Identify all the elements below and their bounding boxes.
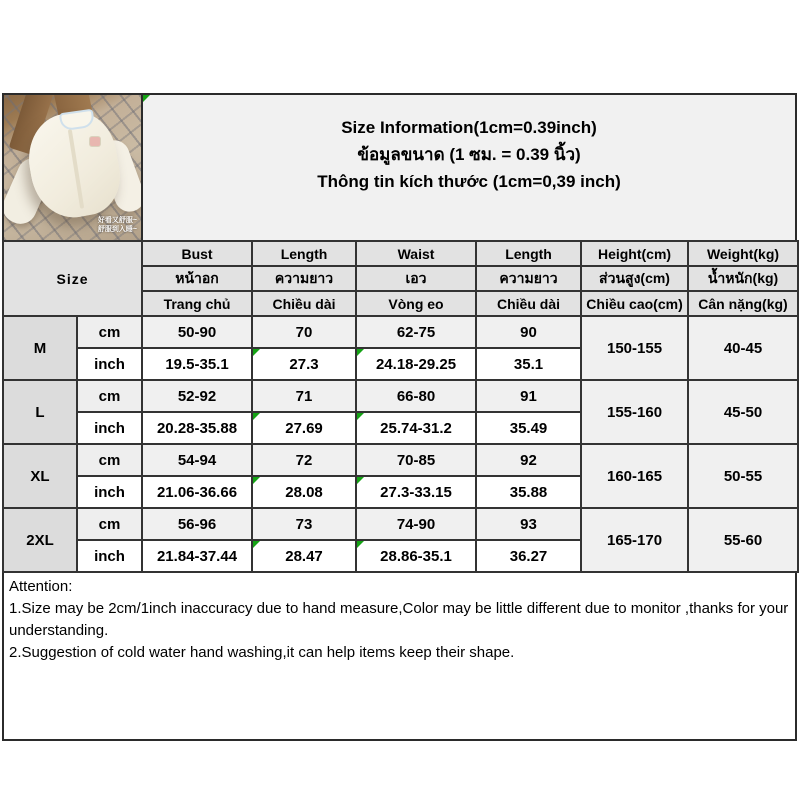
size-corner-cell: Size bbox=[3, 241, 142, 316]
header-weight-th: น้ำหนัก(kg) bbox=[688, 266, 798, 291]
size-label-m: M bbox=[3, 316, 77, 380]
table-cell: 27.3 bbox=[252, 348, 356, 380]
weight-cell-xl: 50-55 bbox=[688, 444, 798, 508]
header-length2-th: ความยาว bbox=[476, 266, 581, 291]
weight-cell-2xl: 55-60 bbox=[688, 508, 798, 572]
attention-line2: 2.Suggestion of cold water hand washing,it can help items keep their shape. bbox=[9, 644, 515, 661]
unit-cell: cm bbox=[77, 316, 142, 348]
cell-corner-flag-icon bbox=[143, 95, 150, 102]
table-cell: 24.18-29.25 bbox=[356, 348, 476, 380]
unit-cell: cm bbox=[77, 444, 142, 476]
table-cell: 35.88 bbox=[476, 476, 581, 508]
table-cell: 73 bbox=[252, 508, 356, 540]
table-cell: 25.74-31.2 bbox=[356, 412, 476, 444]
header-length2-en: Length bbox=[476, 241, 581, 266]
table-cell: 19.5-35.1 bbox=[142, 348, 252, 380]
cell-corner-flag-icon bbox=[253, 541, 260, 548]
cell-corner-flag-icon bbox=[357, 413, 364, 420]
table-cell: 36.27 bbox=[476, 540, 581, 572]
header-length-en: Length bbox=[252, 241, 356, 266]
header-bust-th: หน้าอก bbox=[142, 266, 252, 291]
unit-cell: inch bbox=[77, 412, 142, 444]
table-cell: 28.08 bbox=[252, 476, 356, 508]
attention-line1: 1.Size may be 2cm/1inch inaccuracy due to hand measure,Color may be little different due to monitor ,thanks for your understanding. bbox=[9, 600, 789, 639]
table-cell: 91 bbox=[476, 380, 581, 412]
unit-cell: cm bbox=[77, 508, 142, 540]
header-bust-vi: Trang chủ bbox=[142, 291, 252, 316]
table-cell: 74-90 bbox=[356, 508, 476, 540]
table-cell: 70 bbox=[252, 316, 356, 348]
size-label-l: L bbox=[3, 380, 77, 444]
title-vietnamese: Thông tin kích thước (1cm=0,39 inch) bbox=[317, 172, 621, 191]
cell-corner-flag-icon bbox=[357, 541, 364, 548]
table-cell: 70-85 bbox=[356, 444, 476, 476]
header-waist-th: เอว bbox=[356, 266, 476, 291]
header-waist-en: Waist bbox=[356, 241, 476, 266]
height-cell-l: 155-160 bbox=[581, 380, 688, 444]
table-cell: 21.06-36.66 bbox=[142, 476, 252, 508]
pajama-chest-print bbox=[90, 137, 100, 146]
header-length2-vi: Chiều dài bbox=[476, 291, 581, 316]
attention-heading: Attention: bbox=[9, 578, 73, 595]
header-height-vi: Chiều cao(cm) bbox=[581, 291, 688, 316]
cell-corner-flag-icon bbox=[253, 349, 260, 356]
table-cell: 28.86-35.1 bbox=[356, 540, 476, 572]
cell-corner-flag-icon bbox=[357, 349, 364, 356]
table-cell: 28.47 bbox=[252, 540, 356, 572]
table-cell: 54-94 bbox=[142, 444, 252, 476]
table-cell: 35.1 bbox=[476, 348, 581, 380]
size-table bbox=[2, 240, 799, 573]
top-row bbox=[2, 93, 797, 240]
header-height-en: Height(cm) bbox=[581, 241, 688, 266]
table-cell: 27.69 bbox=[252, 412, 356, 444]
header-waist-vi: Vòng eo bbox=[356, 291, 476, 316]
table-cell: 20.28-35.88 bbox=[142, 412, 252, 444]
height-cell-m: 150-155 bbox=[581, 316, 688, 380]
cell-corner-flag-icon bbox=[253, 413, 260, 420]
product-photo bbox=[2, 93, 143, 240]
table-cell: 71 bbox=[252, 380, 356, 412]
unit-cell: cm bbox=[77, 380, 142, 412]
weight-cell-l: 45-50 bbox=[688, 380, 798, 444]
unit-cell: inch bbox=[77, 476, 142, 508]
height-cell-xl: 160-165 bbox=[581, 444, 688, 508]
height-cell-2xl: 165-170 bbox=[581, 508, 688, 572]
table-cell: 52-92 bbox=[142, 380, 252, 412]
header-length-th: ความยาว bbox=[252, 266, 356, 291]
size-chart-sheet bbox=[2, 93, 797, 741]
cell-corner-flag-icon bbox=[357, 477, 364, 484]
table-cell: 21.84-37.44 bbox=[142, 540, 252, 572]
title-english: Size Information(1cm=0.39inch) bbox=[341, 118, 597, 137]
weight-cell-m: 40-45 bbox=[688, 316, 798, 380]
size-label-2xl: 2XL bbox=[3, 508, 77, 572]
table-cell: 93 bbox=[476, 508, 581, 540]
table-cell: 72 bbox=[252, 444, 356, 476]
photo-caption bbox=[98, 216, 137, 234]
table-cell: 92 bbox=[476, 444, 581, 476]
header-weight-vi: Cân nặng(kg) bbox=[688, 291, 798, 316]
header-length-vi: Chiều dài bbox=[252, 291, 356, 316]
attention-notes bbox=[2, 573, 797, 741]
table-cell: 90 bbox=[476, 316, 581, 348]
table-cell: 62-75 bbox=[356, 316, 476, 348]
table-cell: 50-90 bbox=[142, 316, 252, 348]
table-cell: 56-96 bbox=[142, 508, 252, 540]
photo-caption-line1: 好看又舒服~ bbox=[97, 217, 137, 224]
size-label-xl: XL bbox=[3, 444, 77, 508]
title-thai: ข้อมูลขนาด (1 ซม. = 0.39 นิ้ว) bbox=[357, 145, 581, 164]
photo-caption-line2: 舒服到入睡~ bbox=[97, 226, 137, 233]
table-cell: 66-80 bbox=[356, 380, 476, 412]
table-cell: 27.3-33.15 bbox=[356, 476, 476, 508]
header-height-th: ส่วนสูง(cm) bbox=[581, 266, 688, 291]
cell-corner-flag-icon bbox=[253, 477, 260, 484]
title-block bbox=[143, 93, 797, 240]
table-cell: 35.49 bbox=[476, 412, 581, 444]
unit-cell: inch bbox=[77, 540, 142, 572]
header-bust-en: Bust bbox=[142, 241, 252, 266]
unit-cell: inch bbox=[77, 348, 142, 380]
header-weight-en: Weight(kg) bbox=[688, 241, 798, 266]
